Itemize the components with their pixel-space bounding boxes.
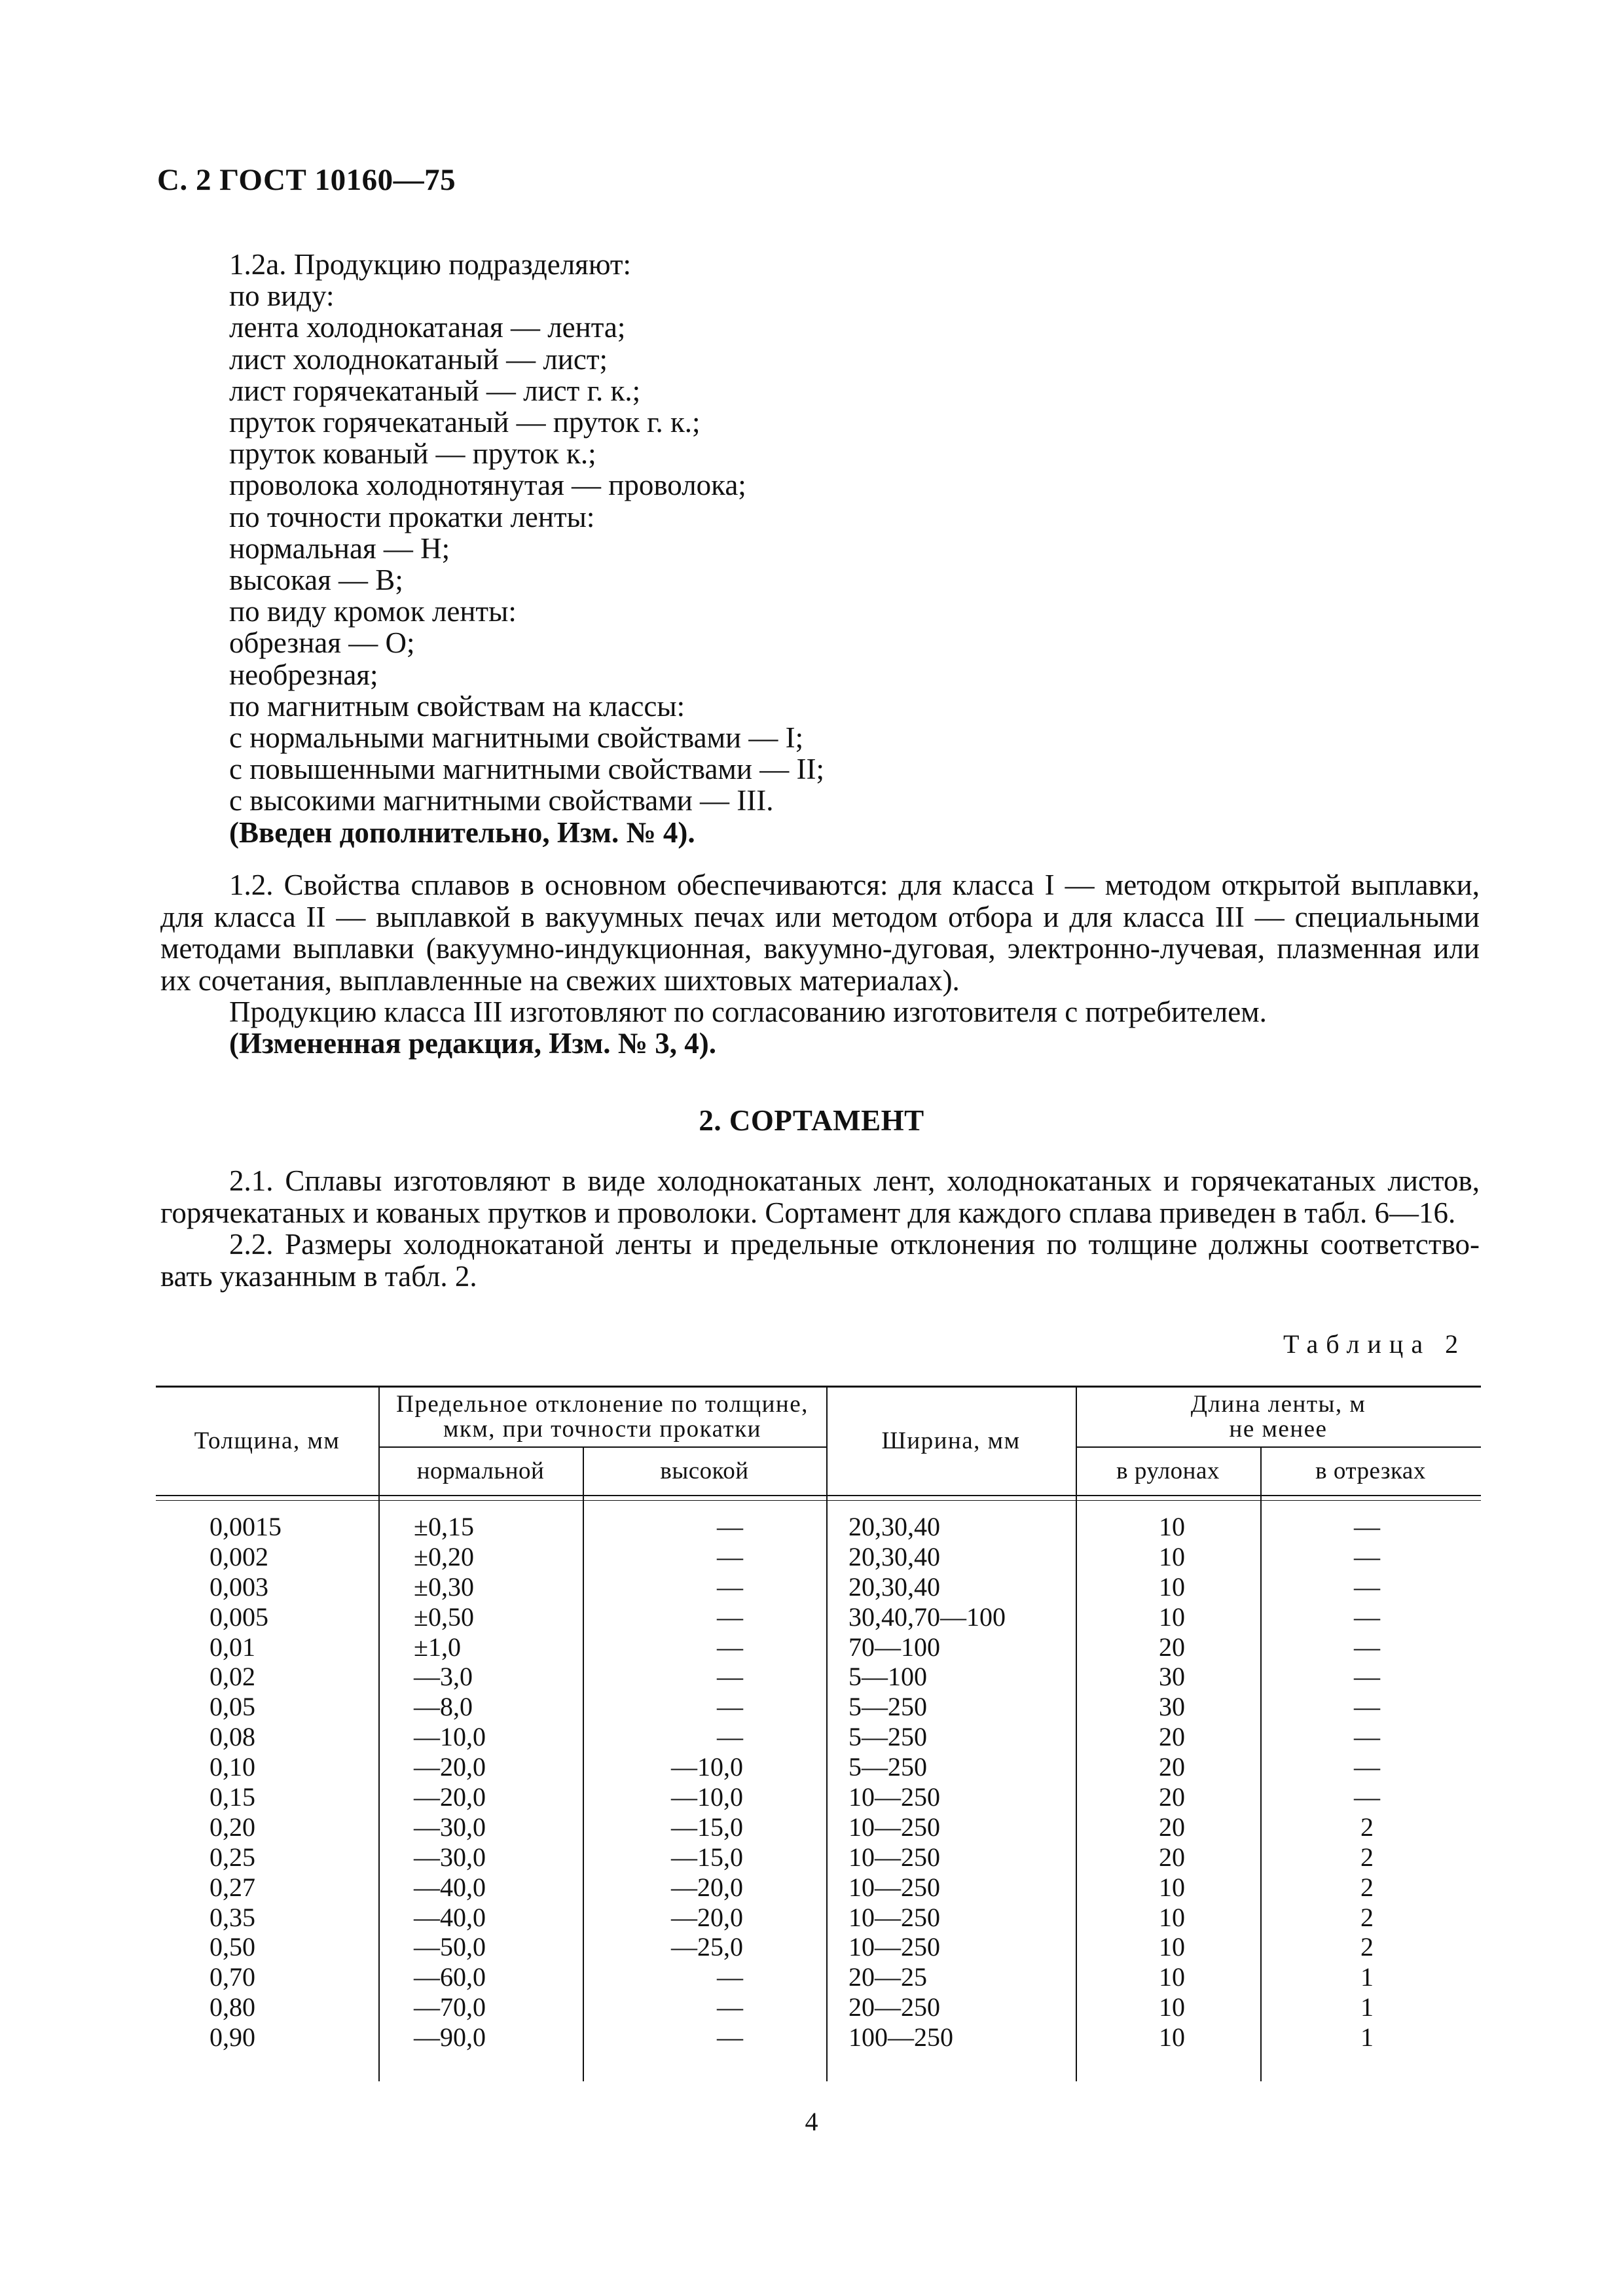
table-cell: —10,0: [671, 1752, 743, 1782]
table-cell: 0,25: [210, 1842, 255, 1872]
table-column-rule: [583, 1446, 584, 2081]
table-cell: 0,01: [210, 1632, 255, 1662]
header-length-cuts: в отрезках: [1315, 1458, 1426, 1484]
column-length-cuts: [1341, 1512, 1393, 2053]
table-cell: 5—250: [848, 1722, 927, 1752]
table-cell: —10,0: [414, 1722, 486, 1752]
table-cell: —20,0: [414, 1782, 486, 1812]
table-cell: 10: [1159, 1872, 1185, 1902]
header-length-rolls: в рулонах: [1116, 1458, 1220, 1484]
table-cell: 0,05: [210, 1692, 255, 1722]
table-cell: —: [717, 1571, 743, 1602]
table-cell: 5—100: [848, 1662, 927, 1692]
list-line: по виду кромок ленты:: [229, 595, 517, 628]
table-cell: 0,70: [210, 1962, 255, 1992]
table-cell: 20,30,40: [848, 1571, 940, 1602]
table-cell: 0,90: [210, 2022, 255, 2053]
column-width: [848, 1512, 1006, 2053]
table-cell: —15,0: [671, 1842, 743, 1872]
table-cell: 2: [1360, 1812, 1374, 1842]
table-cell: 20: [1159, 1632, 1185, 1662]
table-cell: 10—250: [848, 1872, 940, 1902]
table-cell: 20—25: [848, 1962, 927, 1992]
table-cell: 10: [1159, 1571, 1185, 1602]
table-cell: 30: [1159, 1662, 1185, 1692]
list-line: 1.2а. Продукцию подразделяют:: [229, 248, 632, 281]
table-cell: 10: [1159, 1992, 1185, 2022]
table-cell: —: [1354, 1512, 1380, 1541]
clause-1-2-extra: Продукцию класса III изготовляют по согласованию изготовителя с потребителем.: [229, 996, 1267, 1028]
table-cell: —: [1354, 1571, 1380, 1602]
table-cell: —30,0: [414, 1812, 486, 1842]
table-cell: 20: [1159, 1722, 1185, 1752]
table-cell: 10: [1159, 1902, 1185, 1932]
table-header-bottom-rule: [156, 1495, 1481, 1496]
table-cell: ±0,30: [414, 1571, 474, 1602]
list-line: лист горячекатаный — лист г. к.;: [229, 374, 641, 407]
list-line: лист холоднокатаный — лист;: [229, 342, 608, 376]
table-cell: 100—250: [848, 2022, 953, 2053]
table-cell: 0,27: [210, 1872, 255, 1902]
header-length: Длина ленты, м не менее: [1190, 1391, 1366, 1443]
list-line: по точности прокатки ленты:: [229, 500, 595, 533]
table-cell: —: [1354, 1782, 1380, 1812]
table-cell: 5—250: [848, 1752, 927, 1782]
clause-2-1: 2.1. Сплавы изготовляют в виде холоднокатаных лент, холоднокатаных и горячекатаных листов, горячекатаных и кованых прутков и проволоки. Сортамент для каждого сплава приведен в табл. 6—16.: [160, 1164, 1480, 1229]
table-cell: —8,0: [414, 1692, 473, 1722]
header-width: Ширина, мм: [881, 1427, 1021, 1454]
table-cell: 2: [1360, 1932, 1374, 1962]
table-cell: —: [1354, 1722, 1380, 1752]
column-deviation-high: [658, 1512, 743, 2053]
header-deviation-high: высокой: [660, 1458, 749, 1484]
table-cell: —20,0: [414, 1752, 486, 1782]
column-deviation-normal: [414, 1512, 486, 2053]
list-line: необрезная;: [229, 658, 378, 691]
table-cell: —: [717, 1962, 743, 1992]
table-cell: 20: [1159, 1812, 1185, 1842]
table-cell: ±0,20: [414, 1541, 474, 1571]
table-cell: 1: [1360, 2022, 1374, 2053]
table-cell: 0,005: [210, 1602, 268, 1632]
table-cell: 20—250: [848, 1992, 940, 2022]
column-length-rolls: [1152, 1512, 1192, 2053]
section-title: 2. СОРТАМЕНТ: [699, 1104, 924, 1137]
table-cell: 30,40,70—100: [848, 1602, 1006, 1632]
table-cell: 1: [1360, 1992, 1374, 2022]
table-cell: —10,0: [671, 1782, 743, 1812]
list-line: по виду:: [229, 279, 335, 313]
table-cell: 20,30,40: [848, 1512, 940, 1541]
amendment-note: (Введен дополнительно, Изм. № 4).: [229, 816, 695, 849]
table-cell: 10: [1159, 1962, 1185, 1992]
list-line: по магнитным свойствам на классы:: [229, 689, 685, 723]
table-cell: 0,20: [210, 1812, 255, 1842]
table-cell: 0,80: [210, 1992, 255, 2022]
list-line: пруток кованый — пруток к.;: [229, 437, 596, 471]
table-cell: 20: [1159, 1752, 1185, 1782]
table-cell: 0,50: [210, 1932, 255, 1962]
table-cell: —30,0: [414, 1842, 486, 1872]
table-cell: —20,0: [671, 1902, 743, 1932]
table-cell: —: [1354, 1752, 1380, 1782]
table-cell: —: [717, 1512, 743, 1541]
table-cell: 2: [1360, 1872, 1374, 1902]
table-cell: 10: [1159, 2022, 1185, 2053]
table-cell: —: [1354, 1662, 1380, 1692]
clause-1-2: 1.2. Свойства сплавов в основном обеспечиваются: для класса I — методом открытой выплавки, для класса II — выплавкой в вакуумных печах или методом отбора и для класса III — специальными методами выплавки (вакуумно-индукционная, вакуумно-дуговая, электронно-лучевая, плазменная или их сочетания, выплавленные на свежих шихтовых материалах).: [160, 869, 1480, 997]
table-cell: —15,0: [671, 1812, 743, 1842]
table-cell: 10: [1159, 1602, 1185, 1632]
table-cell: —40,0: [414, 1902, 486, 1932]
table-cell: 20: [1159, 1782, 1185, 1812]
table-cell: 20,30,40: [848, 1541, 940, 1571]
table-cell: 0,003: [210, 1571, 268, 1602]
table-cell: 20: [1159, 1842, 1185, 1872]
table-cell: —70,0: [414, 1992, 486, 2022]
header-thickness: Толщина, мм: [194, 1427, 340, 1454]
table-cell: 10: [1159, 1512, 1185, 1541]
header-deviation-normal: нормальной: [416, 1458, 545, 1484]
table-cell: 0,15: [210, 1782, 255, 1812]
list-line: с нормальными магнитными свойствами — I;: [229, 721, 804, 755]
table-cell: 10—250: [848, 1842, 940, 1872]
table-cell: —: [717, 1992, 743, 2022]
table-cell: 0,08: [210, 1722, 255, 1752]
table-cell: —: [1354, 1632, 1380, 1662]
table-cell: 10—250: [848, 1812, 940, 1842]
table-cell: ±1,0: [414, 1632, 461, 1662]
table-cell: 0,10: [210, 1752, 255, 1782]
list-line: высокая — В;: [229, 564, 403, 597]
table-cell: —: [717, 1541, 743, 1571]
table-cell: —: [1354, 1541, 1380, 1571]
table-cell: 10: [1159, 1541, 1185, 1571]
table-cell: 10—250: [848, 1782, 940, 1812]
table-cell: 0,35: [210, 1902, 255, 1932]
clause-1-2a: [229, 249, 1473, 848]
table-cell: 1: [1360, 1962, 1374, 1992]
table-cell: 10: [1159, 1932, 1185, 1962]
list-line: проволока холоднотянутая — проволока;: [229, 469, 746, 502]
table-cell: 2: [1360, 1902, 1374, 1932]
table-cell: —: [717, 1602, 743, 1632]
table-header-bottom-rule: [156, 1500, 1481, 1501]
column-thickness: [210, 1512, 282, 2053]
table-cell: —: [1354, 1602, 1380, 1632]
list-line: нормальная — Н;: [229, 531, 450, 565]
clause-2-2: 2.2. Размеры холоднокатаной ленты и предельные отклонения по толщине должны соответство-вать указанным в табл. 2.: [160, 1228, 1480, 1293]
table-cell: 70—100: [848, 1632, 940, 1662]
table-cell: —: [1354, 1692, 1380, 1722]
list-line: с повышенными магнитными свойствами — II;: [229, 753, 824, 786]
table-cell: —: [717, 2022, 743, 2053]
page-number: 4: [805, 2107, 818, 2136]
table-cell: 0,02: [210, 1662, 255, 1692]
header-deviation: Предельное отклонение по толщине, мкм, при точности прокатки: [396, 1391, 809, 1443]
list-line: лента холоднокатаная — лента;: [229, 311, 626, 344]
table-cell: —20,0: [671, 1872, 743, 1902]
table-cell: 5—250: [848, 1692, 927, 1722]
list-line: с высокими магнитными свойствами — III.: [229, 784, 774, 817]
table-cell: ±0,15: [414, 1512, 474, 1541]
table-cell: 10—250: [848, 1902, 940, 1932]
table-cell: —90,0: [414, 2022, 486, 2053]
table-cell: —: [717, 1662, 743, 1692]
list-line: обрезная — О;: [229, 626, 415, 660]
table-cell: —: [717, 1632, 743, 1662]
table-cell: —50,0: [414, 1932, 486, 1962]
table-cell: —: [717, 1722, 743, 1752]
table-cell: —40,0: [414, 1872, 486, 1902]
table-cell: —: [717, 1692, 743, 1722]
table-cell: —3,0: [414, 1662, 473, 1692]
table-caption: Таблица 2: [1283, 1329, 1467, 1359]
table-cell: 0,0015: [210, 1512, 282, 1541]
table-column-rule: [1260, 1446, 1262, 2081]
page-header: С. 2 ГОСТ 10160—75: [157, 163, 456, 197]
table-cell: 0,002: [210, 1541, 268, 1571]
amendment-note: (Измененная редакция, Изм. № 3, 4).: [229, 1027, 717, 1060]
table-cell: 30: [1159, 1692, 1185, 1722]
table-cell: 2: [1360, 1842, 1374, 1872]
list-line: пруток горячекатаный — пруток г. к.;: [229, 406, 701, 439]
table-cell: ±0,50: [414, 1602, 474, 1632]
table-cell: —60,0: [414, 1962, 486, 1992]
table-cell: —25,0: [671, 1932, 743, 1962]
table-cell: 10—250: [848, 1932, 940, 1962]
